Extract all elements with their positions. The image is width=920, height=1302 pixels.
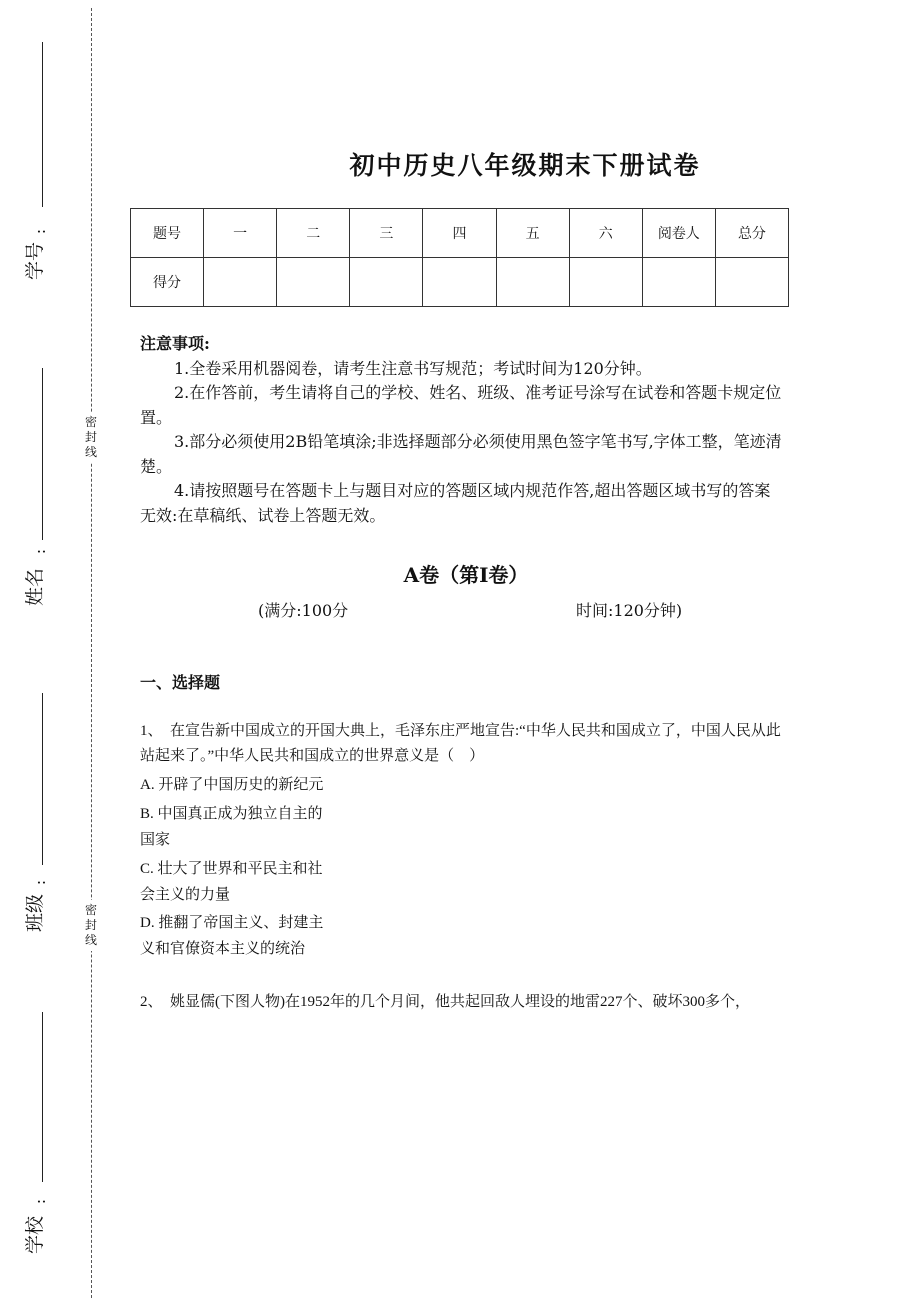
question-1-option-c[interactable]: C. 壮大了世界和平民主和社会主义的力量 (140, 861, 323, 903)
student-name-label: 姓名 (24, 567, 46, 606)
score-cell[interactable] (204, 258, 277, 307)
score-table-score-row (131, 258, 789, 307)
seal-char: 线 (84, 445, 97, 459)
student-number-line[interactable] (42, 42, 43, 207)
full-score: (满分:100分 (258, 601, 349, 620)
note-item: 4.请按照题号在答题卡上与题目对应的答题区域内规范作答,超出答题区域书写的答案无效:在草稿纸、试卷上答题无效。 (140, 481, 771, 525)
score-table-header-row (131, 209, 789, 258)
seal-char: 密 (84, 415, 97, 429)
header-cell: 一 (204, 209, 277, 258)
seal-char: 封 (84, 430, 97, 444)
score-cell[interactable] (569, 258, 642, 307)
header-cell: 二 (277, 209, 350, 258)
student-school-label: 学校 (24, 1215, 46, 1254)
score-cell[interactable] (277, 258, 350, 307)
score-cell[interactable] (423, 258, 496, 307)
student-name-line[interactable] (42, 368, 43, 540)
header-cell: 三 (350, 209, 423, 258)
seal-text-upper (83, 412, 99, 463)
seal-char: 封 (84, 918, 97, 932)
header-cell: 六 (569, 209, 642, 258)
header-cell: 四 (423, 209, 496, 258)
score-row-label: 得分 (131, 258, 204, 307)
seal-text-lower (83, 900, 99, 951)
student-class-line[interactable] (42, 693, 43, 865)
student-school-line[interactable] (42, 1012, 43, 1182)
question-1-option-b[interactable]: B. 中国真正成为独立自主的国家 (140, 806, 323, 848)
student-name-colon: : (30, 548, 50, 555)
header-cell: 阅卷人 (642, 209, 715, 258)
score-cell[interactable] (350, 258, 423, 307)
score-cell[interactable] (715, 258, 788, 307)
student-class-label: 班级 (24, 893, 46, 932)
student-school-colon: : (30, 1198, 50, 1205)
score-table (130, 208, 789, 307)
note-item: 2.在作答前，考生请将自己的学校、姓名、班级、准考证号涂写在试卷和答题卡规定位置。 (140, 383, 782, 427)
question-1-text: 1、 在宣告新中国成立的开国大典上，毛泽东庄严地宣告:“中华人民共和国成立了，中国人民从此站起来了。”中华人民共和国成立的世界意义是（ ） (140, 723, 781, 764)
note-item: 1.全卷采用机器阅卷，请考生注意书写规范；考试时间为120分钟。 (174, 358, 652, 378)
question-1-option-a[interactable]: A. 开辟了中国历史的新纪元 (140, 777, 324, 793)
section-title: A卷（第I卷） (403, 563, 529, 587)
notes-block (140, 332, 785, 528)
seal-char: 密 (84, 903, 97, 917)
student-number-colon: : (30, 228, 50, 235)
header-cell: 总分 (715, 209, 788, 258)
header-cell: 题号 (131, 209, 204, 258)
header-cell: 五 (496, 209, 569, 258)
question-2-text: 2、 姚显儒(下图人物)在1952年的几个月间，他共起回敌人埋设的地雷227个、破坏300多个， (140, 994, 750, 1010)
seal-char: 线 (84, 933, 97, 947)
score-cell[interactable] (642, 258, 715, 307)
note-item: 3.部分必须使用2B铅笔填涂;非选择题部分必须使用黑色签字笔书写,字体工整，笔迹清楚。 (140, 432, 782, 476)
seal-dashed-line (91, 8, 92, 1298)
exam-time: 时间:120分钟) (576, 601, 683, 620)
exam-title: 初中历史八年级期末下册试卷 (349, 151, 701, 180)
score-cell[interactable] (496, 258, 569, 307)
student-class-colon: : (30, 879, 50, 886)
part-heading: 一、选择题 (140, 673, 221, 692)
student-number-label: 学号 (24, 241, 46, 280)
question-1-option-d[interactable]: D. 推翻了帝国主义、封建主义和官僚资本主义的统治 (140, 915, 324, 957)
notes-heading: 注意事项: (140, 334, 210, 353)
